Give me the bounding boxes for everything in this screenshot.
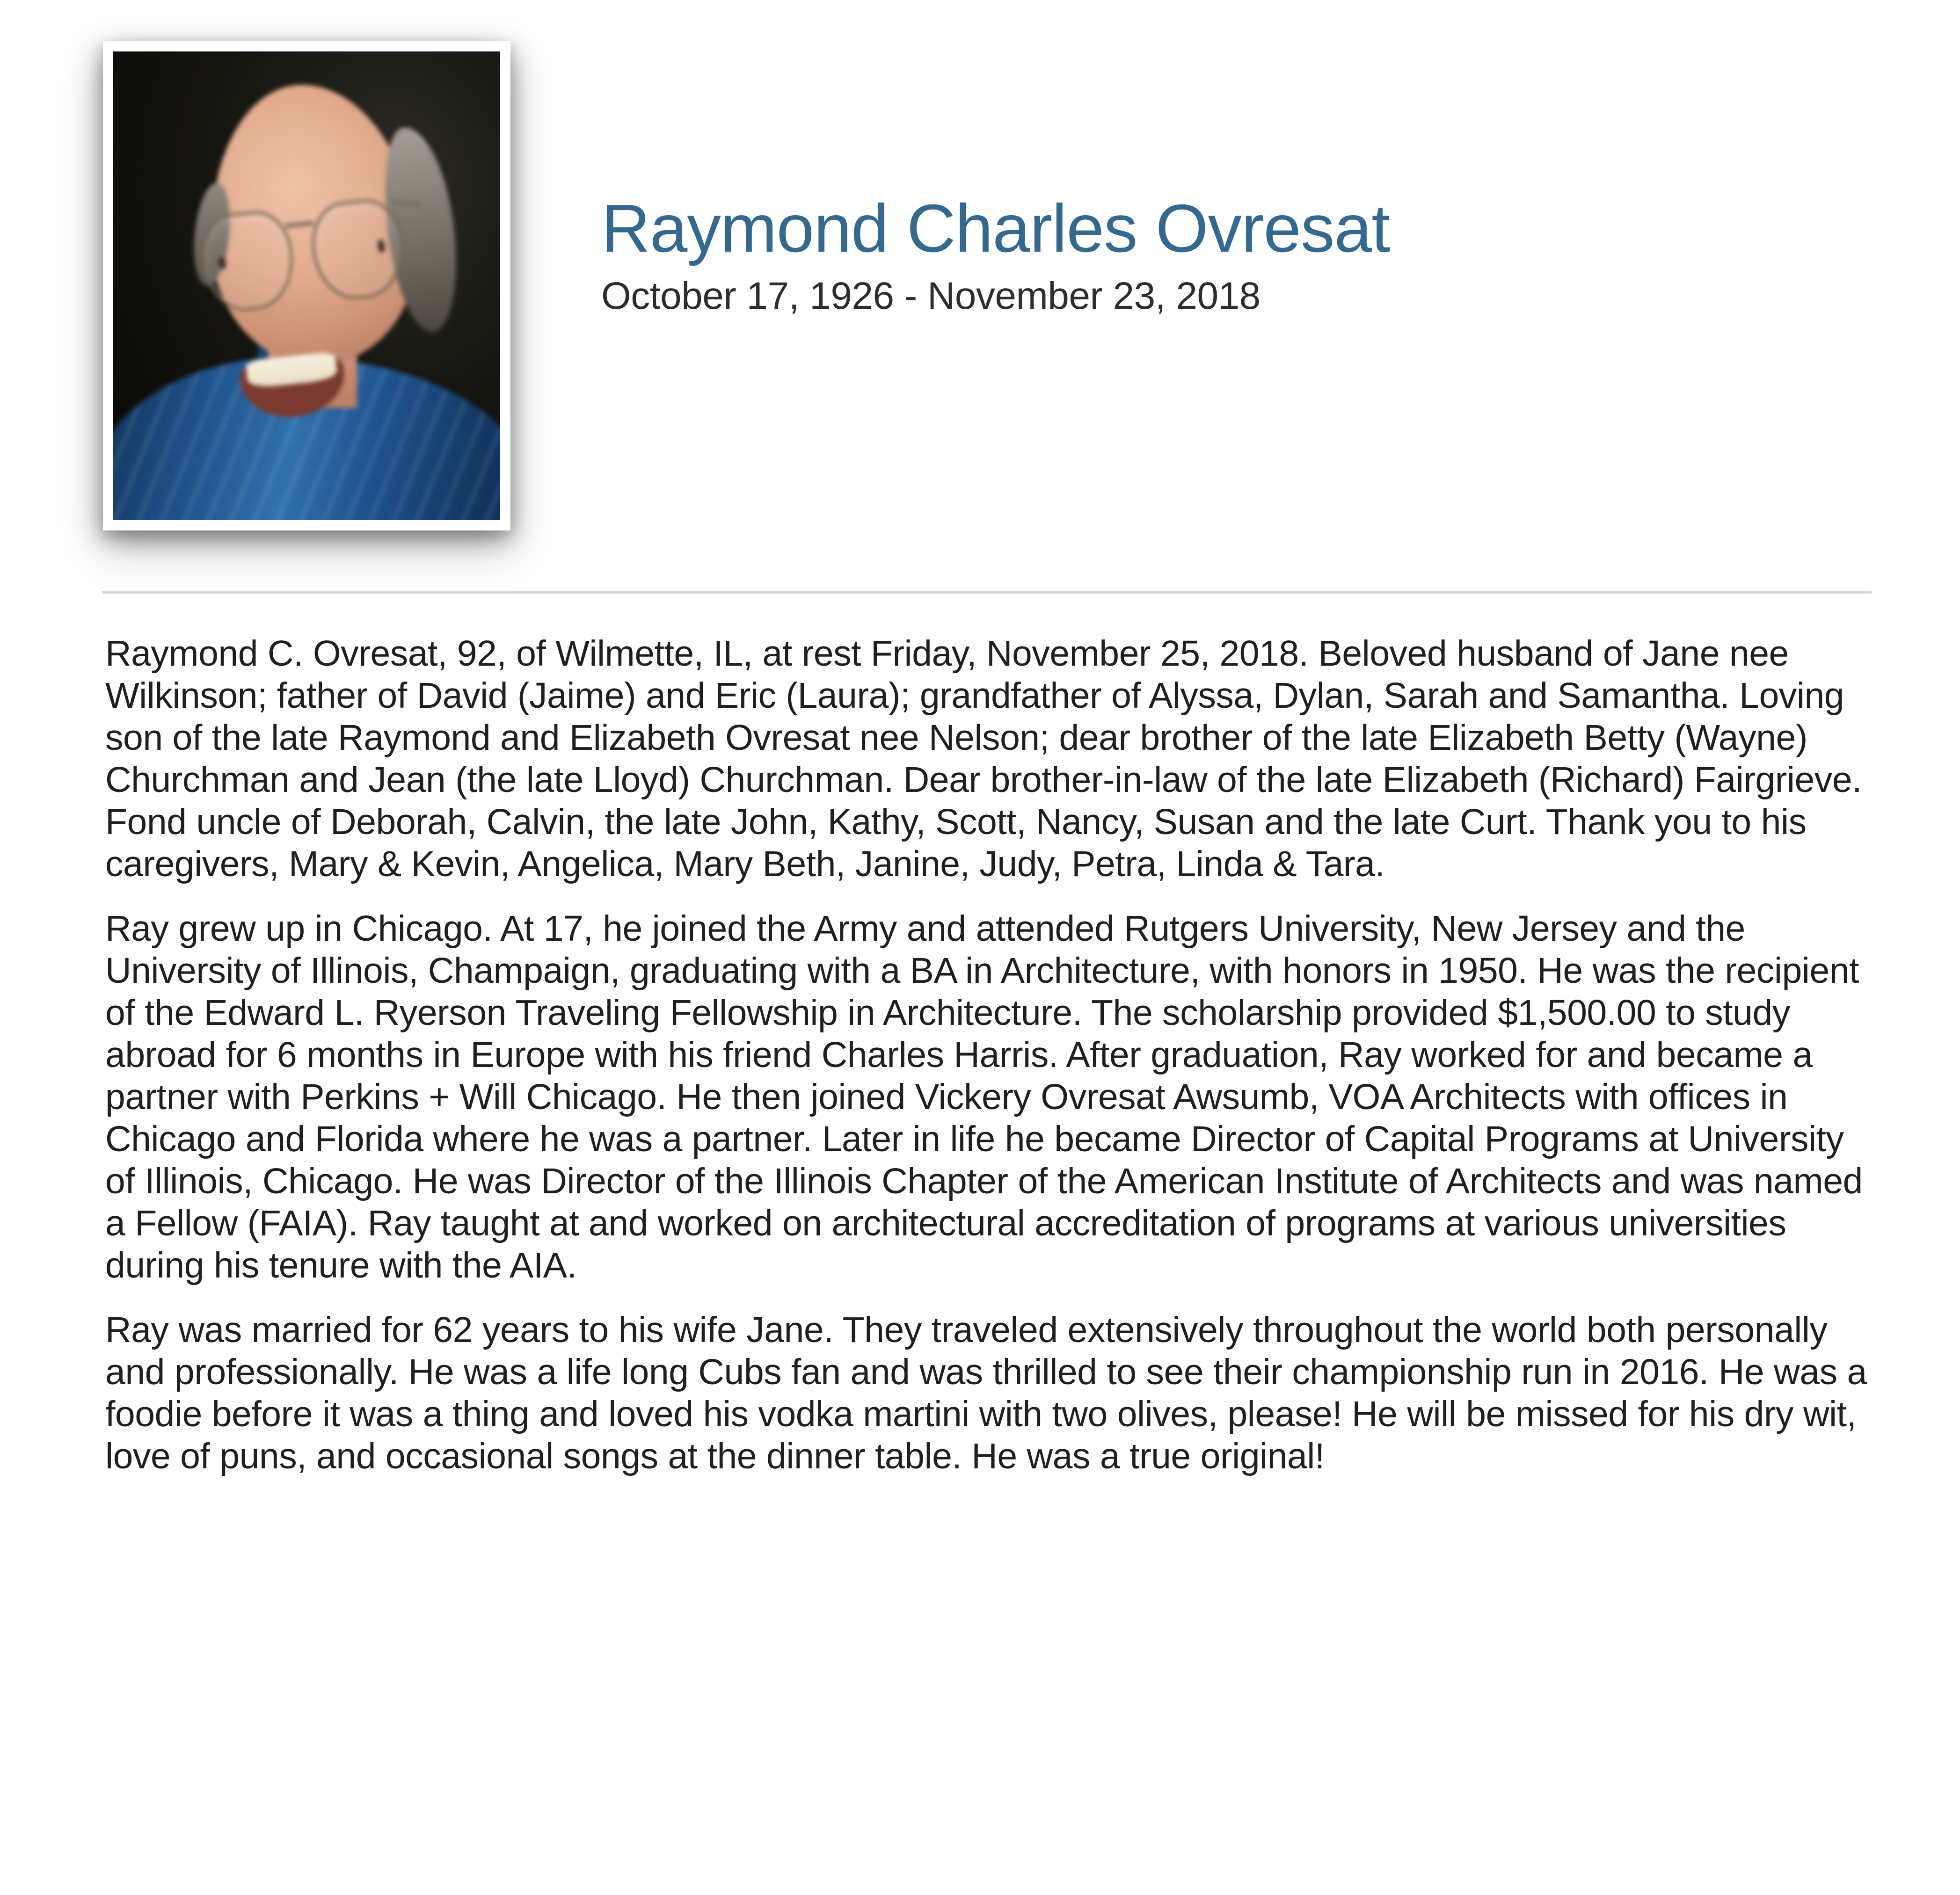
obituary-text xyxy=(105,632,1876,1500)
page-title: Raymond Charles Ovresat xyxy=(601,190,1390,266)
portrait-photo xyxy=(113,51,500,520)
header xyxy=(601,190,1390,318)
obituary-paragraph: Raymond C. Ovresat, 92, of Wilmette, IL, at rest Friday, November 25, 2018. Beloved husband of Jane nee Wilkinson; father of David (Jaime) and Eric (Laura); grandfather of Alyssa, Dylan, Sarah and Samantha. Loving son of the late Raymond and Elizabeth Ovresat nee Nelson; dear brother of the late Elizabeth Betty (Wayne) Churchman and Jean (the late Lloyd) Churchman. Dear brother-in-law of the late Elizabeth (Richard) Fairgrieve. Fond uncle of Deborah, Calvin, the late John, Kathy, Scott, Nancy, Susan and the late Curt. Thank you to his caregivers, Mary & Kevin, Angelica, Mary Beth, Janine, Judy, Petra, Linda & Tara. xyxy=(105,633,1862,884)
glasses-bridge xyxy=(285,221,314,228)
portrait-eye xyxy=(219,256,226,269)
portrait-eye xyxy=(378,240,386,253)
portrait-photo-frame xyxy=(103,41,510,530)
glasses-lens xyxy=(308,196,408,303)
obituary-paragraph: Ray grew up in Chicago. At 17, he joined the Army and attended Rutgers University, New Jersey and the University of Illinois, Champaign, graduating with a BA in Architecture, with honors in 1950. He was the recipient of the Edward L. Ryerson Traveling Fellowship in Architecture. The scholarship provided $1,500.00 to study abroad for 6 months in Europe with his friend Charles Harris. After graduation, Ray worked for and became a partner with Perkins + Will Chicago. He then joined Vickery Ovresat Awsumb, VOA Architects with offices in Chicago and Florida where he was a partner. Later in life he became Director of Capital Programs at University of Illinois, Chicago. He was Director of the Illinois Chapter of the American Institute of Architects and was named a Fellow (FAIA). Ray taught at and worked on architectural accreditation of programs at various universities during his tenure with the AIA. xyxy=(105,908,1863,1285)
portrait-art xyxy=(113,51,500,520)
section-divider xyxy=(102,591,1872,594)
glasses-icon xyxy=(197,196,408,315)
birth-death-dates: October 17, 1926 - November 23, 2018 xyxy=(601,274,1261,317)
glasses-lens xyxy=(197,207,298,314)
obituary-paragraph: Ray was married for 62 years to his wife Jane. They traveled extensively throughout the world both personally and professionally. He was a life long Cubs fan and was thrilled to see their championship run in 2016. He was a foodie before it was a thing and loved his vodka martini with two olives, please! He will be missed for his dry wit, love of puns, and occasional songs at the dinner table. He was a true original! xyxy=(105,1310,1867,1476)
